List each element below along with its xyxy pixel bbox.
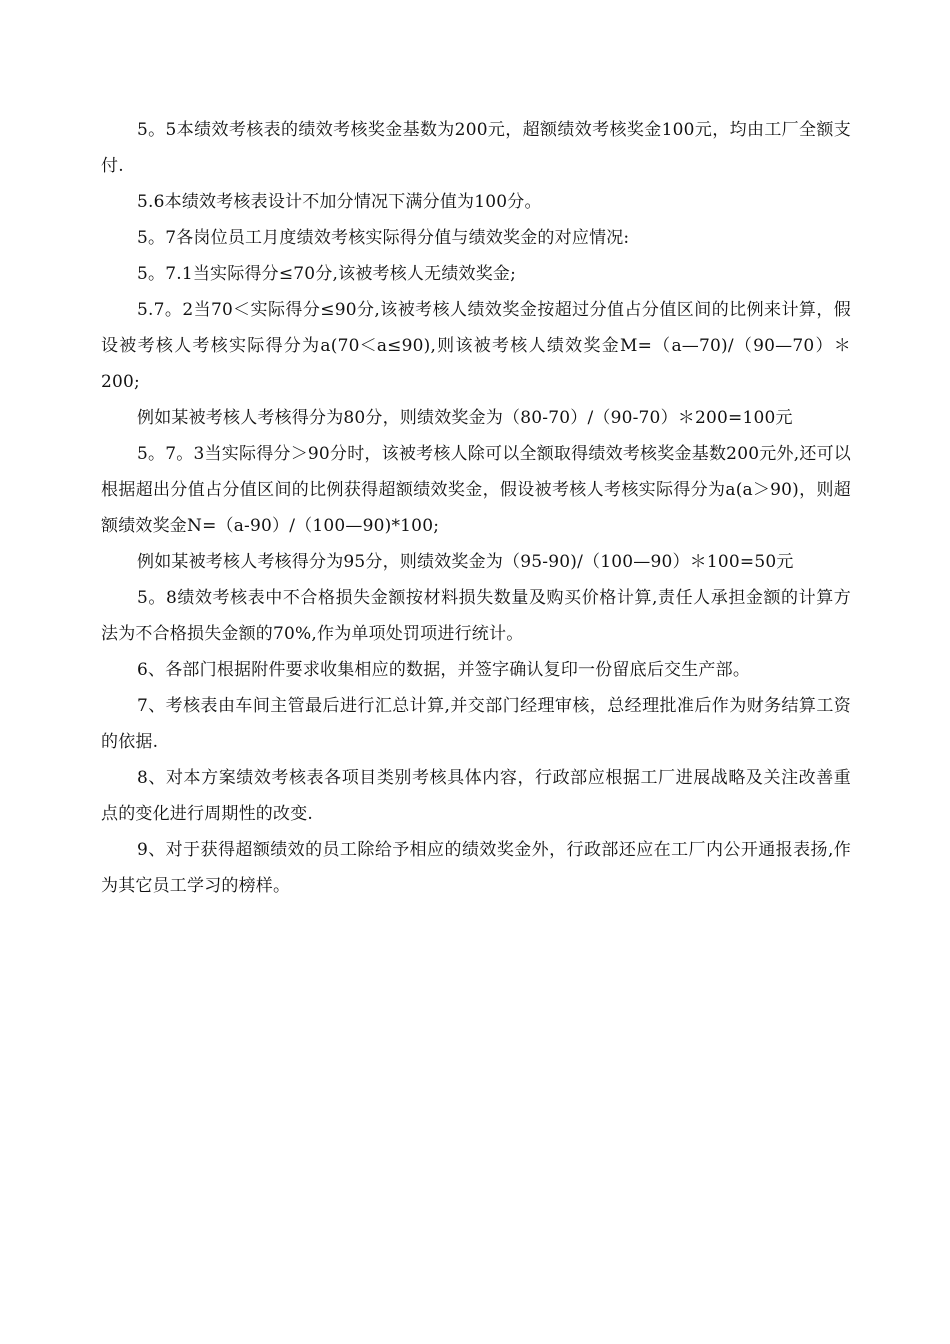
paragraph-5-7-1-no-bonus: 5。7.1当实际得分≤70分,该被考核人无绩效奖金; (137, 264, 517, 284)
paragraph-7-summary-approval: 7、考核表由车间主管最后进行汇总计算,并交部门经理审核，总经理批准后作为财务结算工资的依据. (101, 696, 851, 752)
paragraph-5-6-full-score: 5.6本绩效考核表设计不加分情况下满分值为100分。 (137, 192, 542, 212)
paragraph-5-7-score-bonus-mapping: 5。7各岗位员工月度绩效考核实际得分值与绩效奖金的对应情况: (137, 228, 630, 248)
paragraph-5-7-2-proportional-bonus: 5.7。2当70＜实际得分≤90分,该被考核人绩效奖金按超过分值占分值区间的比例来计算，假设被考核人考核实际得分为a(70＜a≤90),则该被考核人绩效奖金M=（a—70)/（90—70）＊200; (101, 300, 851, 392)
paragraph-8-periodic-revision: 8、对本方案绩效考核表各项目类别考核具体内容，行政部应根据工厂进展战略及关注改善重点的变化进行周期性的改变. (101, 768, 851, 824)
paragraph-5-7-3-excess-bonus: 5。7。3当实际得分＞90分时，该被考核人除可以全额取得绩效考核奖金基数200元外,还可以根据超出分值占分值区间的比例获得超额绩效奖金，假设被考核人考核实际得分为a(a＞90)，则超额绩效奖金N=（a-90）/（100—90)*100; (101, 444, 851, 536)
document-body (101, 112, 851, 904)
paragraph-example-95: 例如某被考核人考核得分为95分，则绩效奖金为（95-90)/（100—90）＊100=50元 (137, 552, 794, 572)
paragraph-5-5-bonus-base: 5。5本绩效考核表的绩效考核奖金基数为200元，超额绩效考核奖金100元，均由工厂全额支付. (101, 120, 851, 176)
paragraph-9-public-praise: 9、对于获得超额绩效的员工除给予相应的绩效奖金外，行政部还应在工厂内公开通报表扬,作为其它员工学习的榜样。 (101, 840, 851, 896)
paragraph-example-80: 例如某被考核人考核得分为80分，则绩效奖金为（80-70）/（90-70）＊200=100元 (137, 408, 793, 428)
paragraph-5-8-loss-calculation: 5。8绩效考核表中不合格损失金额按材料损失数量及购买价格计算,责任人承担金额的计算方法为不合格损失金额的70%,作为单项处罚项进行统计。 (101, 588, 851, 644)
paragraph-6-data-collection: 6、各部门根据附件要求收集相应的数据，并签字确认复印一份留底后交生产部。 (137, 660, 751, 680)
